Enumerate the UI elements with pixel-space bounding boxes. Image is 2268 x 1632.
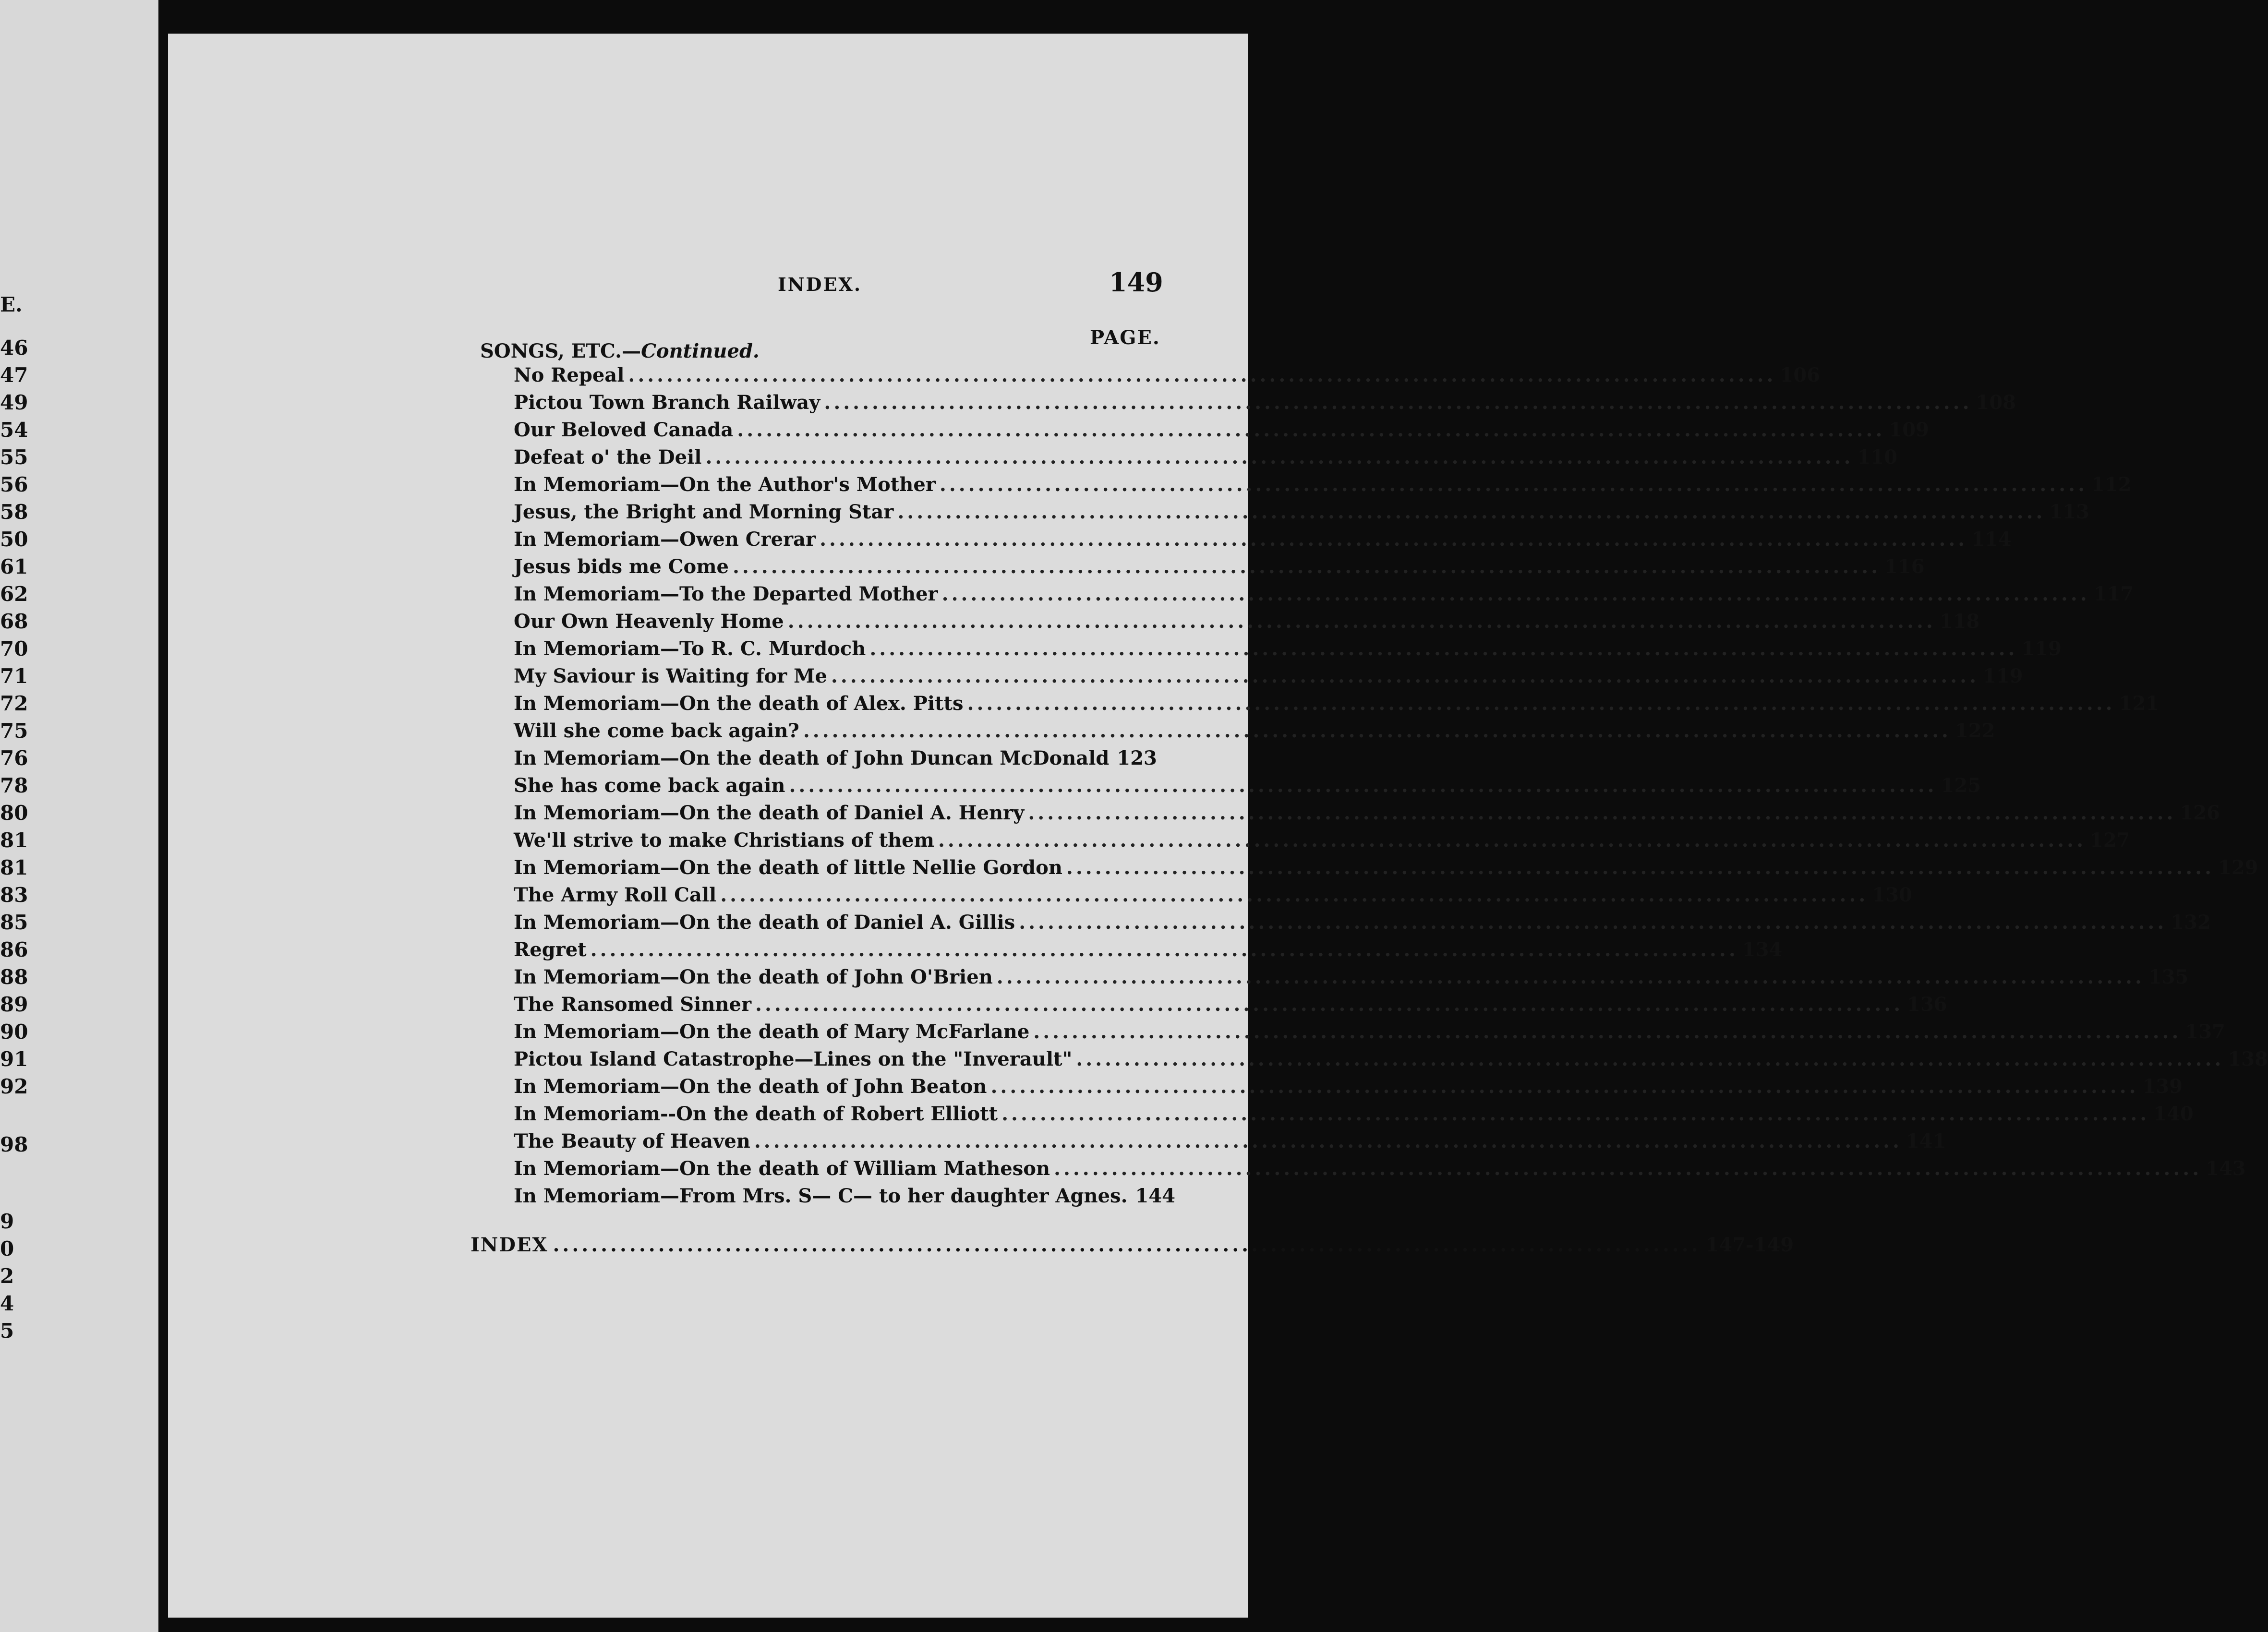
dot-leader: ........................................................................................................................	[939, 473, 2087, 496]
dot-leader: ........................................................................................................................	[720, 884, 1869, 906]
entry-page-number: 141	[1906, 1130, 1946, 1152]
index-entry	[514, 911, 2211, 938]
entry-page-number: 137	[2185, 1020, 2225, 1043]
dot-leader: ........................................................................................................................	[941, 583, 2090, 605]
dot-leader: ........................................................................................................................	[787, 610, 1936, 633]
index-entry	[514, 665, 2023, 692]
entry-title: In Memoriam—To R. C. Murdoch	[514, 637, 866, 660]
previous-page-number: 9	[0, 1210, 14, 1233]
previous-page-number: 70	[0, 637, 28, 660]
entry-page-number: 116	[1884, 555, 1925, 578]
index-entry	[514, 747, 1157, 774]
index-entry	[514, 1048, 2268, 1075]
entry-page-number: 121	[2119, 692, 2159, 715]
index-entry	[514, 692, 2159, 720]
index-page	[168, 34, 2268, 1618]
index-entry-list	[514, 364, 2268, 1212]
previous-page-number: E.	[0, 293, 23, 316]
previous-page-number: 83	[0, 883, 28, 907]
previous-page-number: 86	[0, 938, 28, 961]
previous-page-number: 81	[0, 856, 28, 879]
entry-page-number: 126	[2180, 802, 2220, 824]
entry-title: Pictou Island Catastrophe—Lines on the "Inverault"	[514, 1048, 1073, 1070]
dot-leader: ........................................................................................................................	[553, 1234, 1701, 1256]
page-gutter	[158, 0, 168, 1632]
entry-title: Our Own Heavenly Home	[514, 610, 784, 633]
index-entry	[514, 446, 1898, 473]
previous-page-number: 50	[0, 528, 28, 551]
previous-page-number: 91	[0, 1047, 28, 1071]
index-entry	[514, 884, 1912, 911]
previous-page-number: 2	[0, 1264, 14, 1288]
previous-page-number: 0	[0, 1237, 14, 1260]
previous-page-number: 55	[0, 445, 28, 469]
entry-title: Will she come back again?	[514, 720, 799, 742]
index-entry	[514, 1157, 2246, 1185]
index-entry	[514, 1130, 1946, 1157]
previous-page-number: 90	[0, 1020, 28, 1044]
previous-page-number: 71	[0, 664, 28, 688]
dot-leader: ........................................................................................................................	[1019, 911, 2167, 934]
entry-title: In Memoriam—Owen Crerar	[514, 528, 816, 551]
previous-page-number: 58	[0, 500, 28, 524]
previous-page-number: 47	[0, 363, 28, 387]
previous-page-edge	[0, 0, 158, 1632]
entry-page-number: 117	[2093, 583, 2134, 605]
previous-page-number: 72	[0, 692, 28, 715]
dot-leader: ........................................................................................................................	[938, 829, 2087, 852]
dot-leader: ........................................................................................................................	[990, 1075, 2139, 1098]
previous-page-number: 5	[0, 1319, 14, 1343]
entry-title: In Memoriam—On the death of little Nellie Gordon	[514, 856, 1062, 879]
entry-page-number: 144	[1135, 1185, 1175, 1207]
entry-page-number: 119	[2021, 637, 2062, 660]
entry-page-number: 113	[2049, 501, 2089, 523]
previous-page-number: 61	[0, 555, 28, 578]
entry-title: In Memoriam—On the Author's Mother	[514, 473, 936, 496]
previous-page-number: 88	[0, 965, 28, 989]
section-heading-text: SONGS, ETC.—	[480, 340, 641, 362]
dot-leader: ........................................................................................................................	[1033, 1020, 2182, 1043]
previous-page-number: 76	[0, 746, 28, 770]
index-entry	[514, 501, 2089, 528]
dot-leader: ........................................................................................................................	[1076, 1048, 2224, 1070]
index-entry	[514, 1185, 1175, 1212]
page-column-label: PAGE.	[1090, 326, 1160, 349]
dot-leader: ........................................................................................................................	[897, 501, 2046, 523]
entry-title: Regret	[514, 938, 587, 961]
entry-page-number: 127	[2090, 829, 2130, 852]
index-entry-index	[470, 1234, 1794, 1256]
entry-page-number: 130	[1872, 884, 1912, 906]
entry-page-number: 143	[2206, 1157, 2246, 1180]
entry-title: My Saviour is Waiting for Me	[514, 665, 827, 687]
entry-page-number: 135	[2148, 966, 2189, 988]
section-heading	[480, 340, 760, 362]
entry-page-number: 119	[1983, 665, 2023, 687]
index-entry	[514, 938, 1783, 966]
index-entry	[514, 583, 2134, 610]
dot-leader: ........................................................................................................................	[705, 446, 1854, 468]
dot-leader: ........................................................................................................................	[803, 720, 1951, 742]
previous-page-number: 81	[0, 828, 28, 852]
index-entry	[514, 1075, 2183, 1103]
dot-leader: ........................................................................................................................	[733, 555, 1881, 578]
entry-title: Our Beloved Canada	[514, 419, 734, 441]
dot-leader: ........................................................................................................................	[1054, 1157, 2202, 1180]
previous-page-number: 80	[0, 801, 28, 825]
page-number: 149	[1109, 267, 1163, 298]
entry-page-number: 110	[1857, 446, 1898, 468]
entry-title: In Memoriam—From Mrs. S— C— to her daughter Agnes.	[514, 1185, 1128, 1207]
index-label: INDEX	[470, 1234, 548, 1256]
entry-title: In Memoriam—On the death of William Matheson	[514, 1157, 1050, 1180]
index-entry	[514, 528, 2012, 555]
index-entry	[514, 1020, 2225, 1048]
entry-title: The Ransomed Sinner	[514, 993, 752, 1016]
index-pages: 147-149	[1705, 1234, 1794, 1256]
previous-page-number: 49	[0, 391, 28, 414]
index-entry	[514, 993, 1947, 1020]
entry-page-number: 109	[1889, 419, 1929, 441]
dot-leader: ........................................................................................................................	[996, 966, 2145, 988]
previous-page-number: 46	[0, 336, 28, 360]
index-entry	[514, 1103, 2194, 1130]
entry-title: The Army Roll Call	[514, 884, 717, 906]
entry-title: She has come back again	[514, 774, 785, 797]
dot-leader: ........................................................................................................................	[590, 938, 1738, 961]
entry-title: Defeat o' the Deil	[514, 446, 702, 468]
dot-leader: ........................................................................................................................	[831, 665, 1979, 687]
previous-page-number: 68	[0, 610, 28, 633]
entry-title: Jesus bids me Come	[514, 555, 729, 578]
entry-title: Pictou Town Branch Railway	[514, 391, 820, 414]
entry-page-number: 138	[2228, 1048, 2268, 1070]
entry-page-number: 122	[1954, 720, 1995, 742]
dot-leader: ........................................................................................................................	[628, 364, 1776, 386]
index-entry	[514, 610, 1980, 637]
dot-leader: ........................................................................................................................	[1001, 1103, 2150, 1125]
entry-page-number: 134	[1742, 938, 1783, 961]
dot-leader: ........................................................................................................................	[869, 637, 2018, 660]
index-entry	[514, 856, 2258, 884]
entry-title: In Memoriam—On the death of Daniel A. Henry	[514, 802, 1025, 824]
dot-leader: ........................................................................................................................	[820, 528, 1968, 551]
entry-title: In Memoriam—On the death of John Beaton	[514, 1075, 987, 1098]
previous-page-number: 4	[0, 1292, 14, 1315]
index-entry	[514, 802, 2220, 829]
entry-page-number: 140	[2153, 1103, 2194, 1125]
entry-title: Jesus, the Bright and Morning Star	[514, 501, 894, 523]
dot-leader: ........................................................................................................................	[737, 419, 1885, 441]
entry-page-number: 112	[2091, 473, 2132, 496]
dot-leader: ........................................................................................................................	[967, 692, 2115, 715]
entry-page-number: 129	[2218, 856, 2258, 879]
previous-page-number: 62	[0, 582, 28, 606]
entry-page-number: 114	[1971, 528, 2012, 551]
dot-leader: ........................................................................................................................	[754, 1130, 1902, 1152]
entry-page-number: 118	[1939, 610, 1980, 633]
dot-leader: ........................................................................................................................	[824, 391, 1972, 414]
index-entry	[514, 555, 1925, 583]
entry-title: We'll strive to make Christians of them	[514, 829, 934, 852]
previous-page-number: 92	[0, 1075, 28, 1098]
index-entry	[514, 473, 2132, 501]
previous-page-number: 78	[0, 774, 28, 797]
dot-leader: ........................................................................................................................	[1066, 856, 2215, 879]
entry-title: In Memoriam—To the Departed Mother	[514, 583, 938, 605]
index-entry	[514, 720, 1995, 747]
previous-page-number: 56	[0, 473, 28, 496]
index-entry	[514, 419, 1929, 446]
index-entry	[514, 391, 2016, 419]
entry-title: In Memoriam—On the death of John Duncan McDonald	[514, 747, 1110, 769]
entry-page-number: 123	[1117, 747, 1157, 769]
index-entry	[514, 829, 2130, 856]
entry-page-number: 125	[1941, 774, 1981, 797]
entry-page-number: 139	[2142, 1075, 2183, 1098]
entry-page-number: 106	[1780, 364, 1820, 386]
previous-page-number: 85	[0, 911, 28, 934]
index-entry	[514, 966, 2189, 993]
entry-title: No Repeal	[514, 364, 625, 386]
entry-title: In Memoriam—On the death of Mary McFarlane	[514, 1020, 1030, 1043]
entry-page-number: 132	[2171, 911, 2211, 934]
index-entry	[514, 364, 1820, 391]
running-header-title: INDEX.	[778, 274, 862, 295]
entry-page-number: 108	[1976, 391, 2016, 414]
entry-title: In Memoriam—On the death of Daniel A. Gillis	[514, 911, 1015, 934]
entry-title: The Beauty of Heaven	[514, 1130, 750, 1152]
dot-leader: ........................................................................................................................	[755, 993, 1904, 1016]
entry-title: In Memoriam—On the death of John O'Brien	[514, 966, 993, 988]
entry-title: In Memoriam—On the death of Alex. Pitts	[514, 692, 964, 715]
previous-page-number: 75	[0, 719, 28, 743]
previous-page-number: 98	[0, 1133, 28, 1156]
section-continued-label: Continued.	[641, 340, 760, 362]
entry-page-number: 136	[1907, 993, 1947, 1016]
index-entry	[514, 637, 2062, 665]
previous-page-number: 89	[0, 993, 28, 1016]
index-entry	[514, 774, 1981, 802]
dot-leader: ........................................................................................................................	[789, 774, 1937, 797]
entry-title: In Memoriam--On the death of Robert Elliott	[514, 1103, 998, 1125]
dot-leader: ........................................................................................................................	[1028, 802, 2176, 824]
previous-page-number: 54	[0, 418, 28, 442]
